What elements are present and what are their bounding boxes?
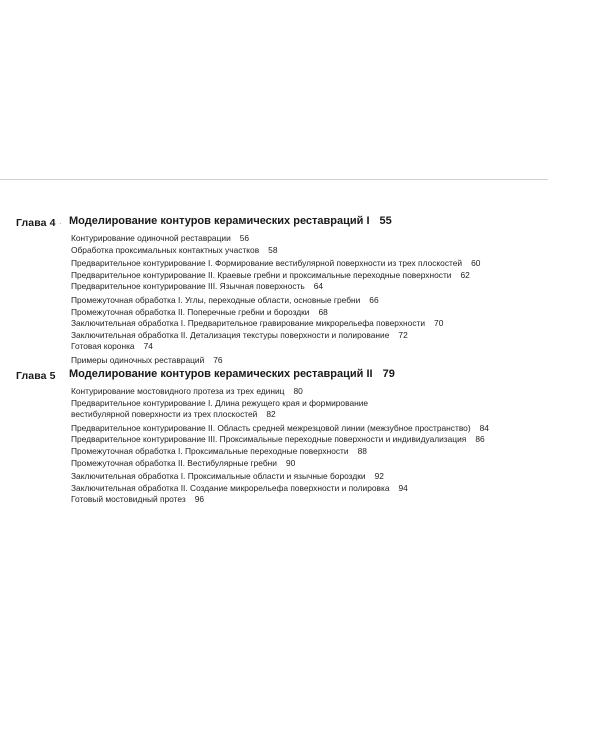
toc-entry[interactable]: Предварительное контурирование III. Язычная поверхность 64 — [71, 281, 324, 292]
entry-page: 88 — [357, 445, 367, 456]
entry-page: 74 — [143, 341, 153, 352]
entry-page: 96 — [194, 494, 205, 505]
chapter-label: Глава 4 · — [16, 217, 63, 229]
toc-entry[interactable]: Контурирование мостовидного протеза из трех единиц 80 — [71, 386, 303, 396]
chapter-label: Глава 5 — [16, 370, 56, 382]
chapter-heading — [16, 368, 576, 388]
toc-entries — [71, 386, 576, 506]
toc-entry[interactable]: вестибулярной поверхности из трех плоскостей 82 — [71, 409, 276, 420]
toc-entry[interactable]: Предварительное контурирование I. Длина режущего края и формирование — [71, 397, 369, 408]
entry-page: 84 — [479, 422, 489, 433]
entry-page: 70 — [434, 318, 444, 329]
toc-entry[interactable]: Контурирование одиночной реставрации 56 — [71, 233, 250, 243]
chapter-title[interactable]: Моделирование контуров керамических реставраций II 79 — [69, 368, 395, 380]
chapter-page: 79 — [382, 368, 395, 380]
toc-entry[interactable]: Заключительная обработка II. Создание микрорельефа поверхности и полировка 94 — [71, 482, 408, 493]
entry-page: 86 — [475, 434, 485, 445]
entry-page: 80 — [293, 386, 303, 396]
toc-entry[interactable]: Промежуточная обработка II. Поперечные гребни и бороздки 68 — [71, 306, 328, 317]
toc-entries — [71, 233, 576, 367]
toc-entry[interactable]: Промежуточная обработка II. Вестибулярные гребни 90 — [71, 457, 296, 468]
entry-page: 66 — [369, 294, 379, 305]
chapter-title[interactable]: Моделирование контуров керамических реставраций I 55 — [69, 215, 392, 227]
entry-page: 60 — [471, 258, 481, 269]
entry-page: 94 — [398, 482, 408, 493]
entry-page: 68 — [318, 306, 328, 317]
entry-page: 82 — [266, 409, 276, 420]
chapter-dash: · — [58, 217, 63, 229]
entry-page: 64 — [313, 281, 324, 292]
toc-entry[interactable]: Заключительная обработка I. Проксимальные области и язычные бороздки 92 — [71, 471, 384, 482]
entry-page: 92 — [374, 471, 384, 482]
entry-page: 56 — [239, 233, 250, 243]
chapter-heading — [16, 215, 576, 235]
toc-entry[interactable]: Примеры одиночных реставраций 76 — [71, 354, 223, 365]
top-divider — [0, 179, 548, 180]
toc-entry[interactable]: Заключительная обработка II. Детализация текстуры поверхности и полирование 72 — [71, 329, 408, 340]
entry-page: 72 — [398, 329, 408, 340]
chapter-5 — [16, 368, 576, 506]
entry-page: 76 — [213, 354, 223, 365]
chapter-page: 55 — [379, 215, 392, 227]
entry-page: 58 — [268, 244, 278, 255]
toc-entry[interactable]: Предварительное контурирование III. Проксимальные переходные поверхности и индивидуализация 86 — [71, 434, 485, 445]
toc-entry[interactable]: Заключительная обработка I. Предварительное гравирование микрорельефа поверхности 70 — [71, 318, 444, 329]
toc-entry[interactable]: Обработка проксимальных контактных участков 58 — [71, 244, 278, 255]
toc-entry[interactable]: Предварительное контурирование I. Формирование вестибулярной поверхности из трех плоскостей 60 — [71, 258, 481, 269]
toc-entry[interactable]: Промежуточная обработка I. Углы, переходные области, основные гребни 66 — [71, 294, 379, 305]
chapter-4 — [16, 215, 576, 367]
toc-entry[interactable]: Предварительное контурирование II. Краевые гребни и проксимальные переходные поверхности 62 — [71, 269, 470, 280]
toc-entry[interactable]: Готовый мостовидный протез 96 — [71, 494, 205, 505]
toc-entry[interactable]: Промежуточная обработка I. Проксимальные переходные поверхности 88 — [71, 445, 367, 456]
entry-page: 90 — [285, 457, 296, 468]
entry-page: 62 — [460, 269, 470, 280]
toc-entry[interactable]: Предварительное контурирование II. Область средней межрезцовой линии (межзубное пространство) 84 — [71, 422, 489, 433]
toc-entry[interactable]: Готовая коронка 74 — [71, 341, 153, 352]
